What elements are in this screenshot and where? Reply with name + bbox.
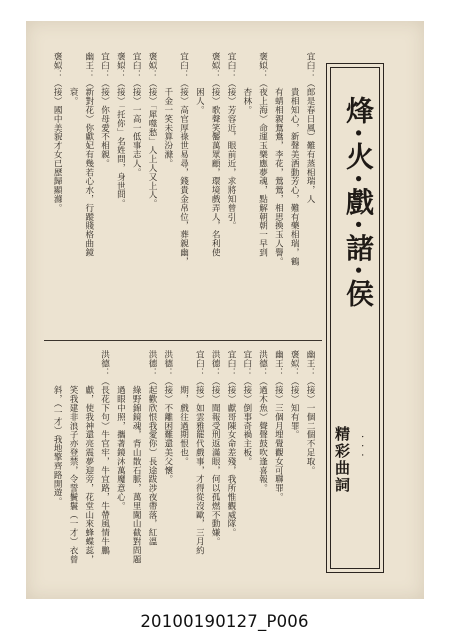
lyric-column: 宜臼：（接）一高一低事志人。 [131, 52, 142, 177]
lyric-column: 千金一笑未算汾滌。 [162, 52, 173, 168]
lyric-column: 衰。 [68, 52, 78, 106]
lyric-column: 洪德：（起歡欣恨我愛你）長途跋涉夜帶落，紅溫 [147, 350, 157, 546]
lyric-column: 宜臼：（接）你母愛不相親。 [99, 52, 110, 168]
lyric-column: 褒姒：（接）知有罪。 [289, 350, 300, 439]
lyric-column: 貴相知心，新聲美酒動芳心，難有藥相瑞，鶴 [289, 52, 300, 266]
lyric-column: 困人。 [194, 52, 205, 115]
lyric-column: 斜，（一才）我地擎齊路開遊。 [52, 350, 63, 506]
lyric-column: 褒姒：（接）「托你」名姓問，身世問。 [115, 52, 126, 208]
lyric-column: 宜臼：（接）如雲雅罷代戲事，才得從沒歐，三月約 [194, 350, 205, 555]
lyric-column: 褒姒：（接）「犀噬愁」人上人又上人。 [147, 52, 157, 208]
lyric-column: 有蜻相親鴛鴦，李花，鶯鶯，相思換玉人譽。 [273, 52, 284, 266]
page-title: 烽·火·戲·諸·侯 [342, 96, 375, 311]
lyric-column: 幽王：（新對花）你獻妃有幾若心水，行蹤賤格曲鏡 [83, 52, 94, 257]
section-divider [44, 340, 322, 341]
lyric-column: 獻，使我神還亮震夢迎旁，花堂山來蜂蝶蕊， [83, 350, 94, 564]
lyric-column: 宜臼：（郎是春日風）難有蒸相瑞，人 [305, 52, 315, 204]
lyric-column: 洪德：（接）聞報受刑返滿眼，何以孤燃不動嫌。 [210, 350, 221, 546]
lyric-column: 宜臼：（接）高官厚祿世易尋，錢貴金帛位，葬親幽， [178, 52, 189, 266]
lyric-column: 褒姒：（接）國中美貌才女已歷歸顯滌。 [52, 52, 63, 213]
lyric-column: 過眼中照，攜著鏡沐萬魔意心。 [115, 350, 126, 511]
lyric-column: 期，戲往過期恨也。 [178, 350, 189, 466]
lyric-column: 綠野錦鏡魂，背山散石脈，萬里闖山截對問題 [131, 350, 142, 564]
subtitle-emphasis-dots: ··· [356, 435, 367, 463]
lyric-column: 洪德：（過木魚）聲聲鼓吹逢喜報。 [257, 350, 268, 493]
lyric-column: 褒姒：（接）歌聲笑靨萬眾顧，環境戲弄人，名利使 [210, 52, 221, 257]
lyric-column: 幽王：（接）三個月埋覺觀女可聯罪。 [273, 350, 284, 502]
lyric-column: 宜臼：（接）獻哥陳女命差殘，我所惟觀威隊。 [226, 350, 236, 537]
lyric-column: 笑我建非浪子亦登禁，令誓鬢鬟（一才）衣曾 [68, 350, 78, 564]
page-subtitle: 精彩曲詞 [333, 426, 351, 494]
lyric-column: 洪德：（長花下句）牛官牢，牛宜路，牛帶風情牛鵬 [99, 350, 110, 555]
lyric-column: 洪德：（接）不離困難還美父懷。 [162, 350, 173, 484]
lyric-column: 幽王：（接）一個二個不足取。 [305, 350, 315, 475]
lyric-column: 褒姒：（夜上海）命運玉樂應夢魂，點解朝朝一早到 [257, 52, 268, 257]
lyric-column: 宜臼：（接）芳容近，眼前近，求將知曾引。 [226, 52, 236, 230]
lyric-column: 宜臼：（接）倒事奇禍主板。 [241, 350, 252, 466]
image-caption: 20100190127_P006 [140, 612, 309, 631]
lyric-column: 杏林。 [241, 52, 252, 115]
